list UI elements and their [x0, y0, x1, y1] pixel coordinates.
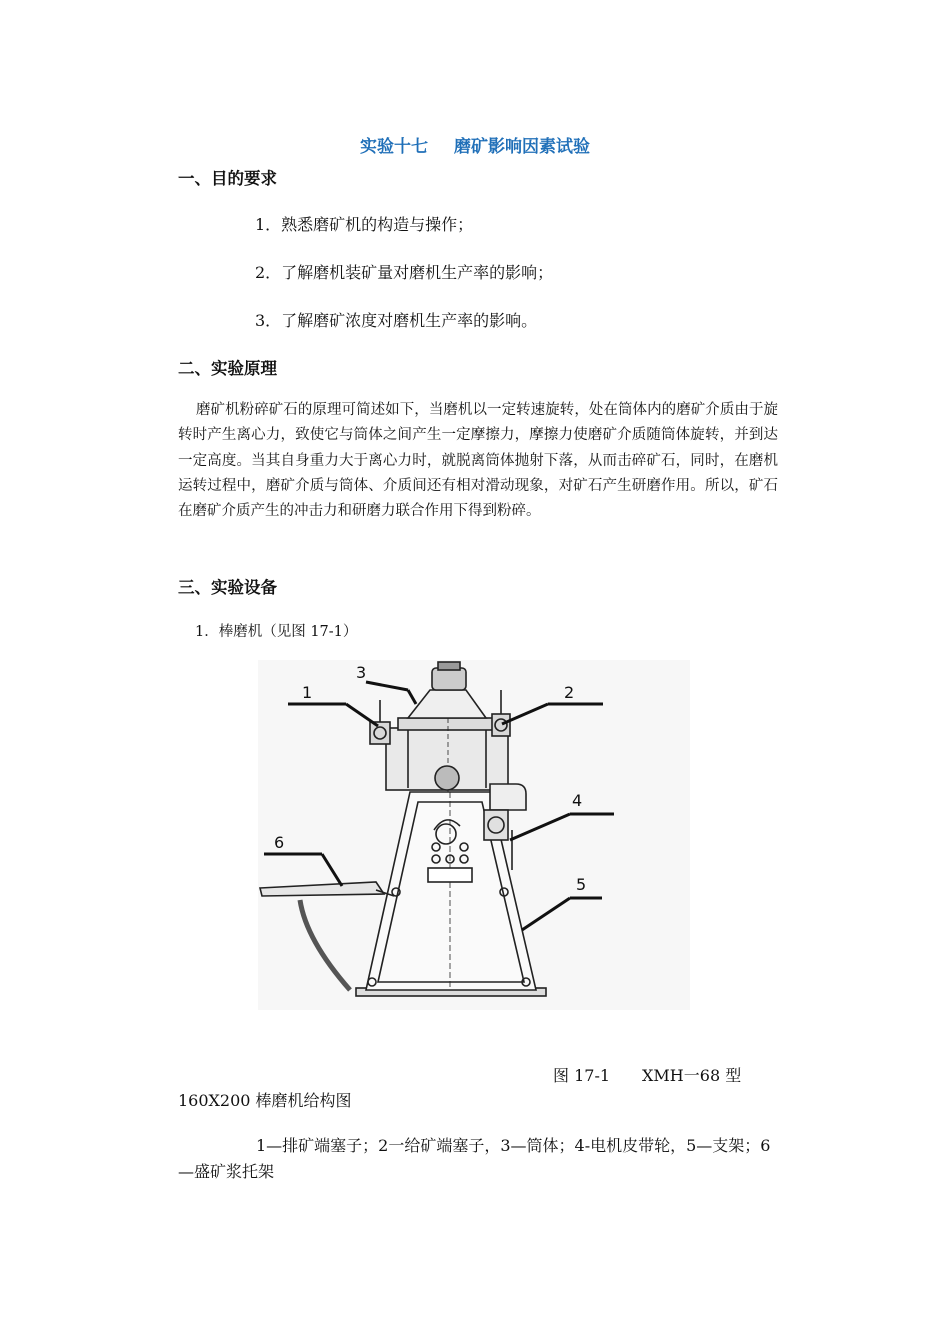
objective-item-2: 2．了解磨机装矿量对磨机生产率的影响； [255, 263, 554, 282]
callout-label-1: 1 [302, 683, 313, 702]
principle-paragraph: 磨矿机粉碎矿石的原理可简述如下，当磨机以一定转速旋转，处在筒体内的磨矿介质由于旋转时产生离心力，致使它与筒体之间产生一定摩擦力，摩擦力使磨矿介质随筒体旋转，并到达一定高度。当其自身重力大于离心力时，就脱离筒体抛射下落，从而击碎矿石，同时，在磨机运转过程中，磨矿介质与筒体、介质间还有相对滑动现象，对矿石产生研磨作用。所以，矿石在磨矿介质产生的冲击力和研磨力联合作用下得到粉碎。 [178, 402, 778, 520]
section-heading-principle: 二、实验原理 [178, 359, 277, 378]
figure-legend: 1—排矿端塞子；2一给矿端塞子，3—筒体；4-电机皮带轮，5—支架；6—盛矿浆托架 [178, 1136, 771, 1181]
figure-caption-line2: 160X200 棒磨机给构图 [178, 1091, 352, 1110]
rod-mill-drawing [258, 660, 690, 1010]
callout-label-5: 5 [576, 875, 587, 894]
callout-label-3: 3 [356, 663, 367, 682]
page-title [0, 132, 950, 157]
callout-label-4: 4 [572, 791, 583, 810]
objective-item-3: 3．了解磨矿浓度对磨机生产率的影响。 [255, 311, 538, 330]
callout-label-2: 2 [564, 683, 575, 702]
rod-mill-figure [258, 660, 690, 1010]
title-experiment-number: 实验十七 [360, 137, 428, 157]
title-experiment-name: 磨矿影响因素试验 [454, 137, 590, 157]
objective-item-1: 1．熟悉磨矿机的构造与操作； [255, 215, 474, 234]
figure-caption-line1: 图 17-1 XMH一68 型 [553, 1066, 742, 1085]
section-heading-objectives: 一、目的要求 [178, 169, 277, 188]
section-heading-equipment: 三、实验设备 [178, 578, 277, 597]
callout-label-6: 6 [274, 833, 285, 852]
equipment-item-1: 1．棒磨机（见图 17-1） [195, 624, 358, 640]
